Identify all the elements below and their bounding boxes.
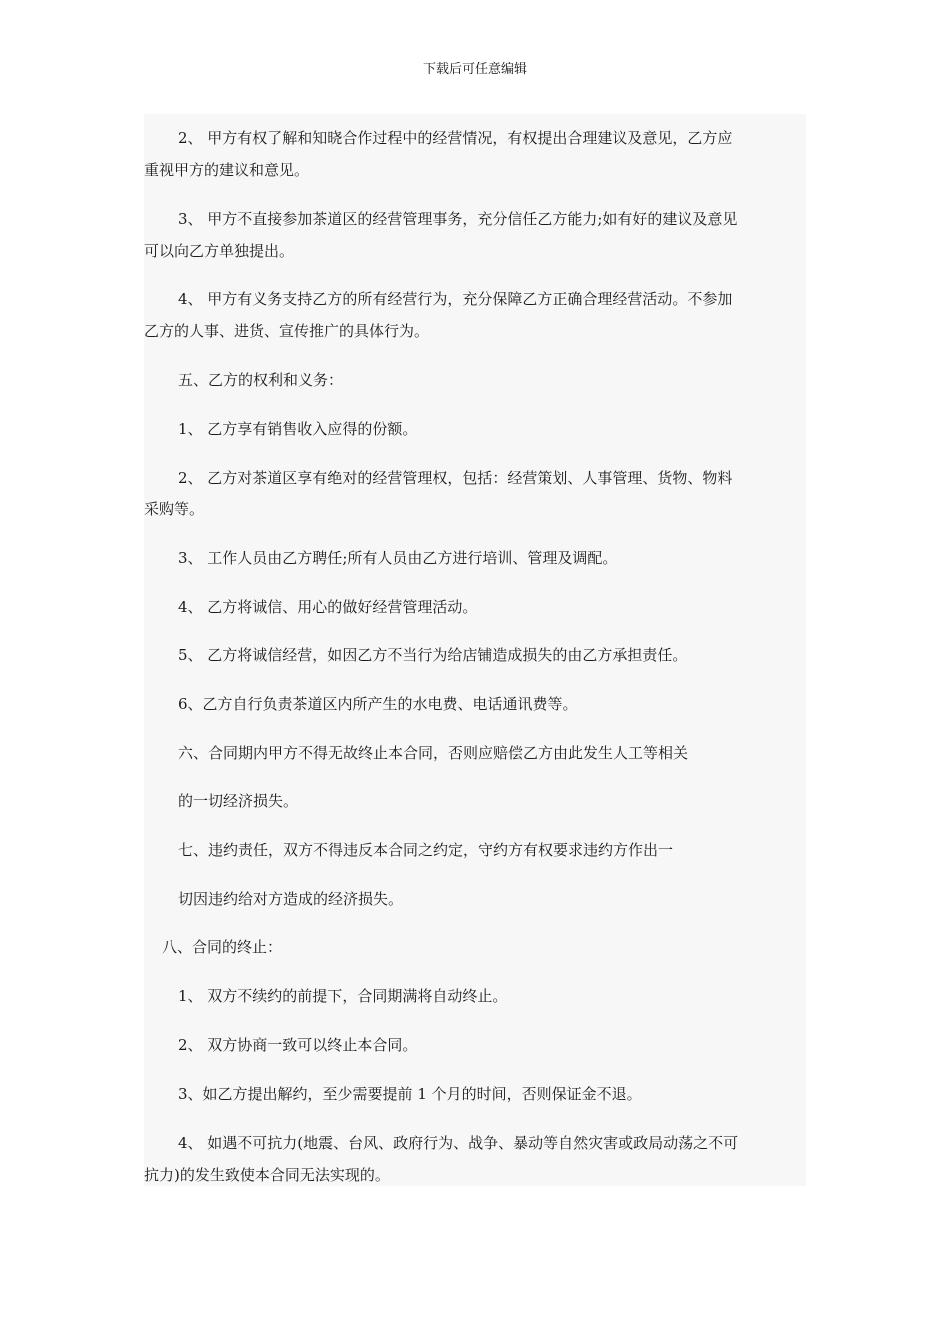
paragraph-line: 1、 双方不续约的前提下，合同期满将自动终止。 — [178, 987, 508, 1005]
document-body — [144, 114, 806, 1186]
paragraph-line: 4、 乙方将诚信、用心的做好经营管理活动。 — [178, 598, 478, 616]
section-heading: 六、合同期内甲方不得无故终止本合同，否则应赔偿乙方由此发生人工等相关 — [178, 744, 689, 762]
paragraph-line: 抗力)的发生致使本合同无法实现的。 — [144, 1166, 390, 1184]
paragraph-line: 3、如乙方提出解约，至少需要提前 1 个月的时间，否则保证金不退。 — [178, 1085, 642, 1103]
paragraph-line: 1、 乙方享有销售收入应得的份额。 — [178, 420, 418, 438]
paragraph-line: 2、 甲方有权了解和知晓合作过程中的经营情况，有权提出合理建议及意见，乙方应 — [178, 129, 733, 147]
section-heading: 七、违约责任，双方不得违反本合同之约定，守约方有权要求违约方作出一 — [178, 841, 674, 859]
paragraph-line: 切因违约给对方造成的经济损失。 — [178, 890, 404, 908]
section-heading: 八、合同的终止： — [162, 938, 283, 956]
paragraph-line: 3、 甲方不直接参加茶道区的经营管理事务，充分信任乙方能力;如有好的建议及意见 — [178, 210, 738, 228]
paragraph-line: 乙方的人事、进货、宣传推广的具体行为。 — [144, 322, 430, 340]
paragraph-line: 6、乙方自行负责茶道区内所产生的水电费、电话通讯费等。 — [178, 695, 578, 713]
paragraph-line: 4、 如遇不可抗力(地震、台风、政府行为、战争、暴动等自然灾害或政局动荡之不可 — [178, 1134, 739, 1152]
paragraph-line: 2、 乙方对茶道区享有绝对的经营管理权，包括：经营策划、人事管理、货物、物料 — [178, 469, 733, 487]
paragraph-line: 的一切经济损失。 — [178, 792, 299, 810]
paragraph-line: 重视甲方的建议和意见。 — [144, 161, 310, 179]
paragraph-line: 采购等。 — [144, 500, 205, 518]
paragraph-line: 可以向乙方单独提出。 — [144, 242, 295, 260]
paragraph-line: 4、 甲方有义务支持乙方的所有经营行为，充分保障乙方正确合理经营活动。不参加 — [178, 290, 733, 308]
section-heading: 五、乙方的权利和义务： — [178, 371, 344, 389]
paragraph-line: 2、 双方协商一致可以终止本合同。 — [178, 1036, 418, 1054]
page-header: 下载后可任意编辑 — [422, 62, 527, 77]
paragraph-line: 3、 工作人员由乙方聘任;所有人员由乙方进行培训、管理及调配。 — [178, 549, 618, 567]
paragraph-line: 5、 乙方将诚信经营，如因乙方不当行为给店铺造成损失的由乙方承担责任。 — [178, 646, 688, 664]
